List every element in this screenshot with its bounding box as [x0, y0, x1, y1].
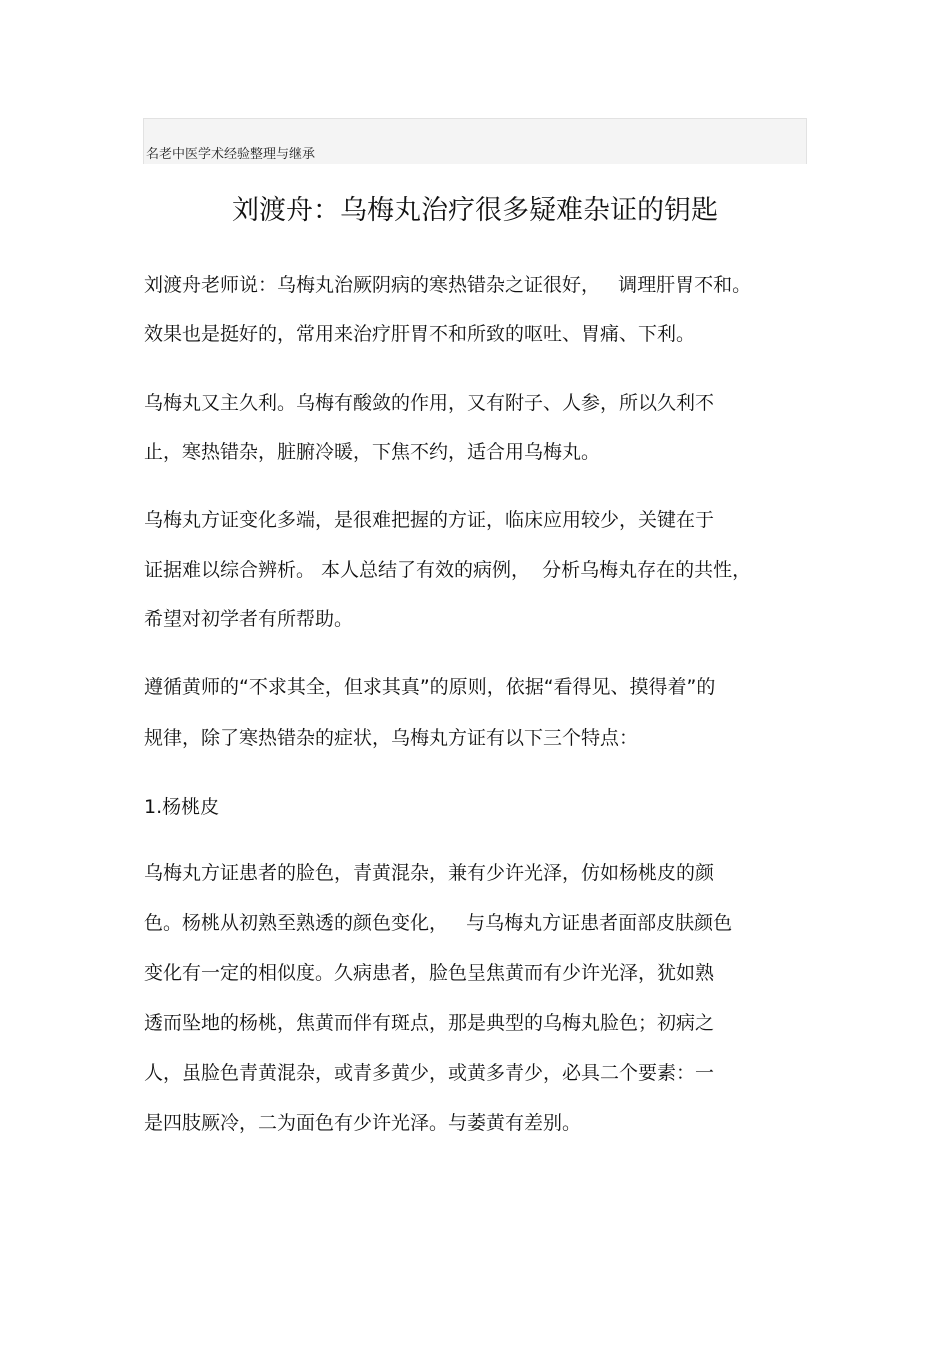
header-bar — [143, 118, 807, 164]
text-line: 人，虽脸色青黄混杂，或青多黄少，或黄多青少，必具二个要素：一 — [144, 1062, 715, 1084]
text-line: 希望对初学者有所帮助。 — [144, 608, 354, 630]
text-line: 色。杨桃从初熟至熟透的颜色变化， 与乌梅丸方证患者面部皮肤颜色 — [144, 912, 733, 934]
text-line: 是四肢厥冷，二为面色有少许光泽。与萎黄有差别。 — [144, 1112, 582, 1134]
text-line: 透而坠地的杨桃，焦黄而伴有斑点，那是典型的乌梅丸脸色；初病之 — [144, 1012, 715, 1034]
text-line: 乌梅丸又主久利。乌梅有酸敛的作用，又有附子、人参，所以久利不 — [144, 392, 715, 414]
header-label: 名老中医学术经验整理与继承 — [146, 147, 316, 162]
text-line: 变化有一定的相似度。久病患者，脸色呈焦黄而有少许光泽，犹如熟 — [144, 962, 715, 984]
text-line: 规律，除了寒热错杂的症状，乌梅丸方证有以下三个特点： — [144, 727, 639, 749]
text-line: 效果也是挺好的，常用来治疗肝胃不和所致的呕吐、胃痛、下利。 — [144, 323, 696, 345]
text-line: 乌梅丸方证患者的脸色，青黄混杂，兼有少许光泽，仿如杨桃皮的颜 — [144, 862, 715, 884]
text-line: 刘渡舟老师说：乌梅丸治厥阴病的寒热错杂之证很好， 调理肝胃不和。 — [144, 274, 752, 296]
text-line: 止，寒热错杂，脏腑冷暖，下焦不约，适合用乌梅丸。 — [144, 441, 601, 463]
text-line: 证据难以综合辨析。 本人总结了有效的病例， 分析乌梅丸存在的共性， — [144, 559, 752, 581]
text-line: 乌梅丸方证变化多端，是很难把握的方证，临床应用较少，关键在于 — [144, 509, 715, 531]
section-heading: 1.杨桃皮 — [144, 796, 220, 818]
article-title: 刘渡舟：乌梅丸治疗很多疑难杂证的钥匙 — [232, 195, 718, 226]
text-line: 遵循黄师的“不求其全，但求其真”的原则，依据“看得见、摸得着”的 — [144, 676, 716, 698]
